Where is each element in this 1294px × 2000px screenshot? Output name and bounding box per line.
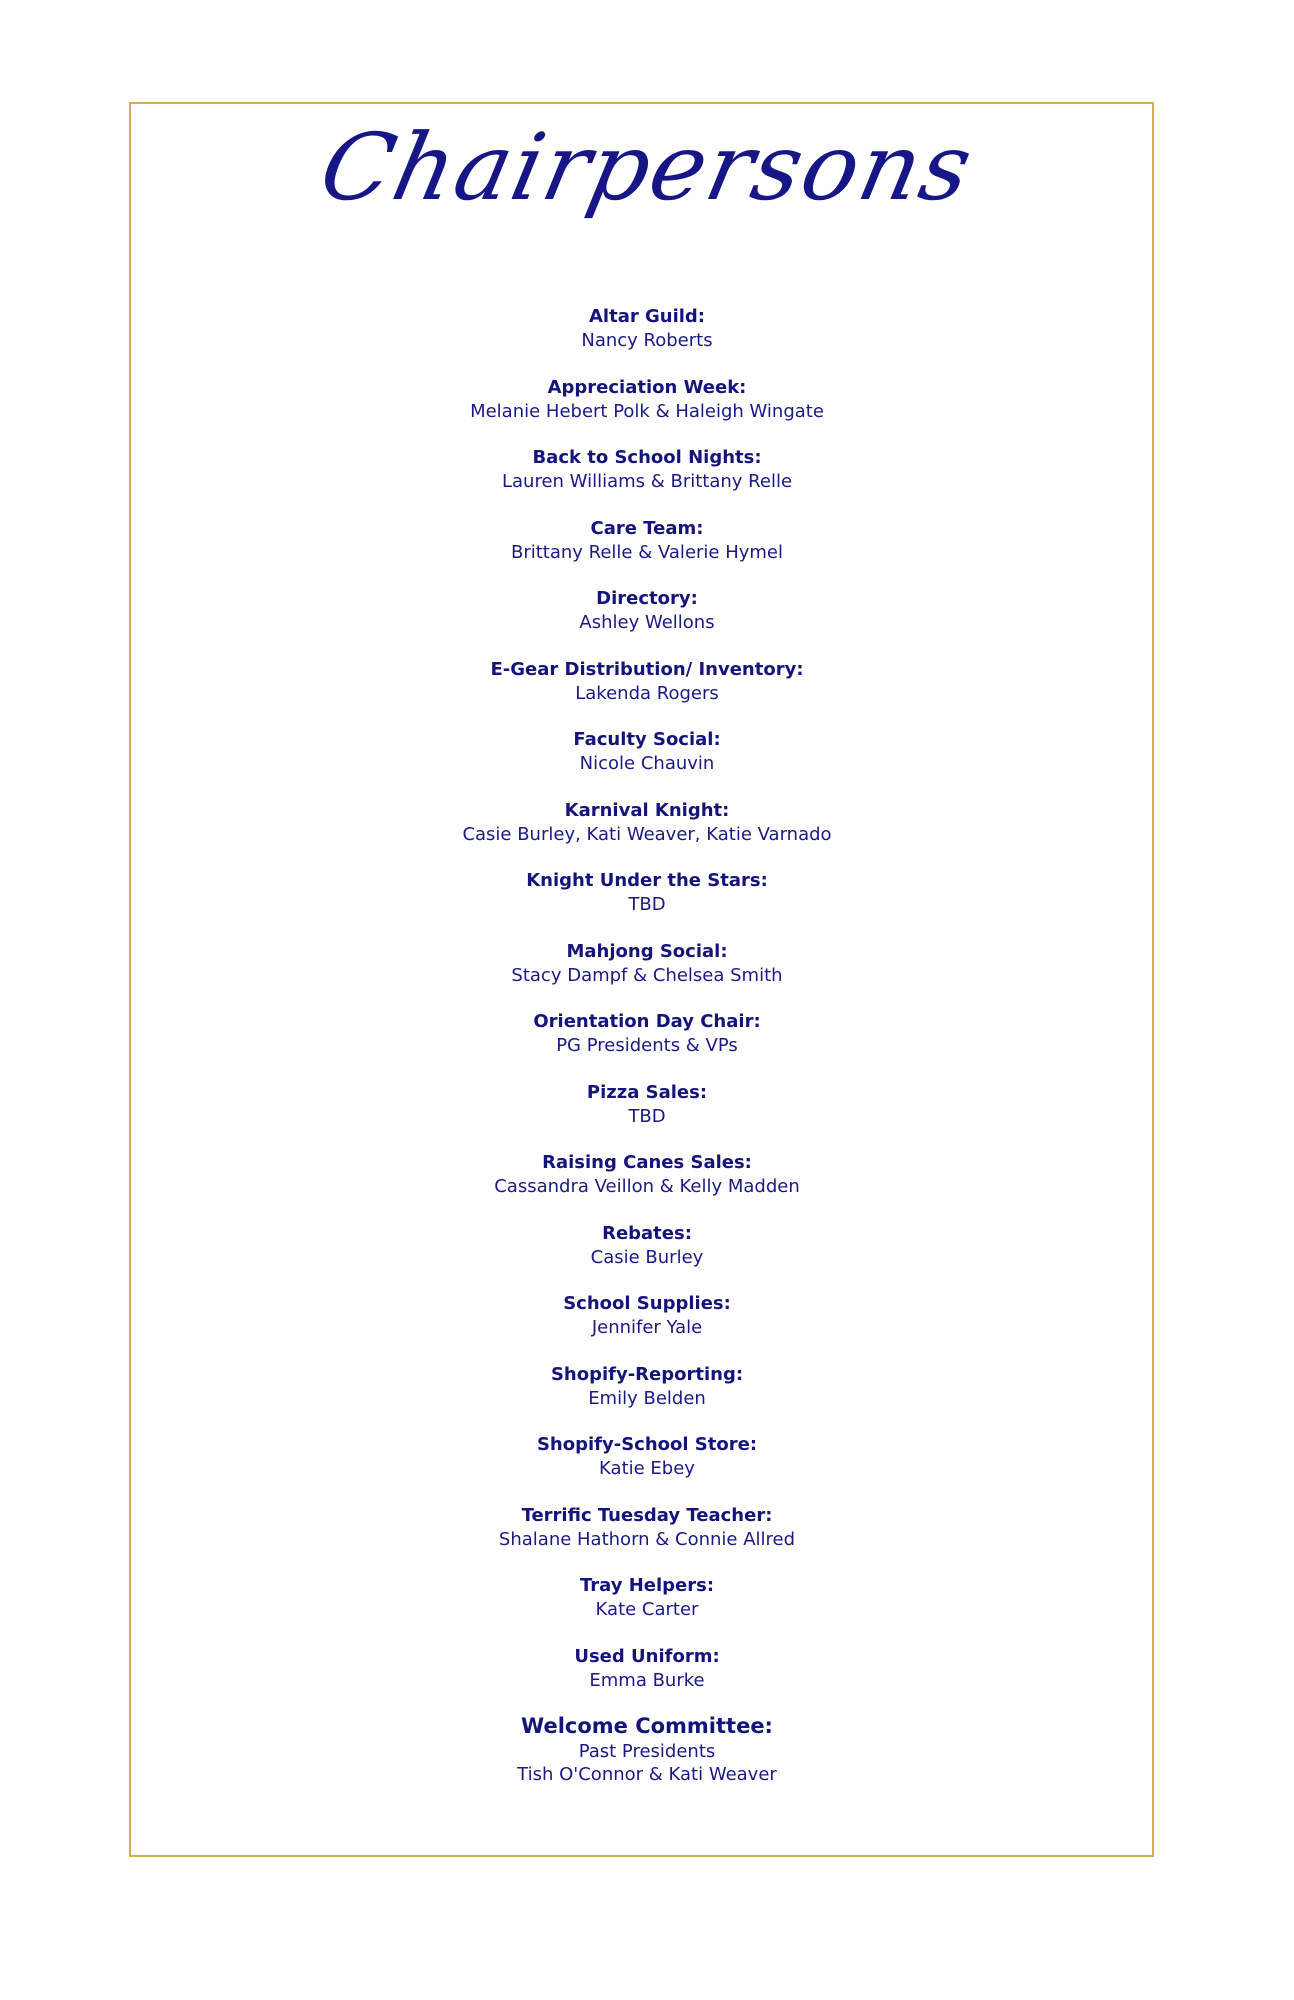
committee-chair: PG Presidents & VPs [556,1035,738,1056]
committee-role: Rebates: [602,1222,692,1244]
list-item [0,446,1294,517]
committee-chair: Cassandra Veillon & Kelly Madden [494,1176,800,1197]
committee-chair: Shalane Hathorn & Connie Allred [498,1528,796,1550]
committee-role: Mahjong Social: [566,940,728,962]
list-item [0,658,1294,729]
committee-chair: Ashley Wellons [579,612,715,633]
committee-role: Directory: [596,588,698,609]
committee-chair: Nicole Chauvin [579,753,715,774]
committee-chair: Kate Carter [595,1599,699,1620]
committee-role: Care Team: [590,517,704,539]
committee-chair: Brittany Relle & Valerie Hymel [510,541,784,563]
list-item [0,376,1294,447]
committee-role: E-Gear Distribution/ Inventory: [490,658,804,680]
committee-chair: Katie Ebey [599,1458,695,1479]
committee-chair: Casie Burley, Kati Weaver, Katie Varnado [462,823,832,845]
list-item [0,1151,1294,1222]
list-item [0,1504,1294,1575]
committee-role: Faculty Social: [573,729,721,750]
list-item [0,1081,1294,1152]
committee-chair: Lakenda Rogers [575,682,719,704]
committee-chair: Emily Belden [588,1387,706,1409]
list-item [0,869,1294,940]
committee-role: Raising Canes Sales: [542,1152,752,1173]
committee-chair: Casie Burley [590,1246,704,1268]
page-title: Chairpersons [311,114,983,221]
list-item [0,1433,1294,1504]
welcome-committee-line-2: Tish O'Connor & Kati Weaver [517,1764,777,1785]
welcome-committee-role: Welcome Committee: [521,1714,773,1738]
committee-chair: Lauren Williams & Brittany Relle [501,471,793,492]
list-item [0,517,1294,588]
welcome-committee-line-1: Past Presidents [578,1741,716,1762]
committee-chair: Nancy Roberts [581,330,713,351]
committee-role: School Supplies: [563,1293,731,1314]
list-item [0,1010,1294,1081]
welcome-committee [0,1712,1294,1786]
committee-role: Shopify-School Store: [536,1434,758,1455]
list-item [0,587,1294,658]
committee-chair: Stacy Dampf & Chelsea Smith [511,964,783,986]
list-item [0,728,1294,799]
committee-role: Tray Helpers: [579,1575,715,1596]
list-item [0,1363,1294,1434]
committee-chair: Melanie Hebert Polk & Haleigh Wingate [470,400,824,422]
committee-chair: Jennifer Yale [591,1317,703,1338]
committee-role: Used Uniform: [574,1645,720,1667]
committee-role: Knight Under the Stars: [526,870,768,891]
committee-role: Karnival Knight: [564,799,730,821]
committee-role: Shopify-Reporting: [550,1363,744,1385]
chairpersons-list [0,305,1294,1715]
committee-role: Pizza Sales: [586,1081,708,1103]
list-item [0,1574,1294,1645]
committee-role: Appreciation Week: [547,376,747,398]
committee-chair: Emma Burke [589,1669,705,1691]
committee-chair: TBD [628,894,666,915]
committee-role: Altar Guild: [588,306,705,327]
committee-role: Orientation Day Chair: [533,1011,761,1032]
list-item [0,1222,1294,1293]
list-item [0,799,1294,870]
list-item [0,305,1294,376]
committee-role: Back to School Nights: [532,447,762,468]
list-item [0,1292,1294,1363]
committee-chair: TBD [628,1105,666,1127]
list-item [0,1645,1294,1716]
list-item [0,940,1294,1011]
committee-role: Terrific Tuesday Teacher: [521,1504,773,1526]
